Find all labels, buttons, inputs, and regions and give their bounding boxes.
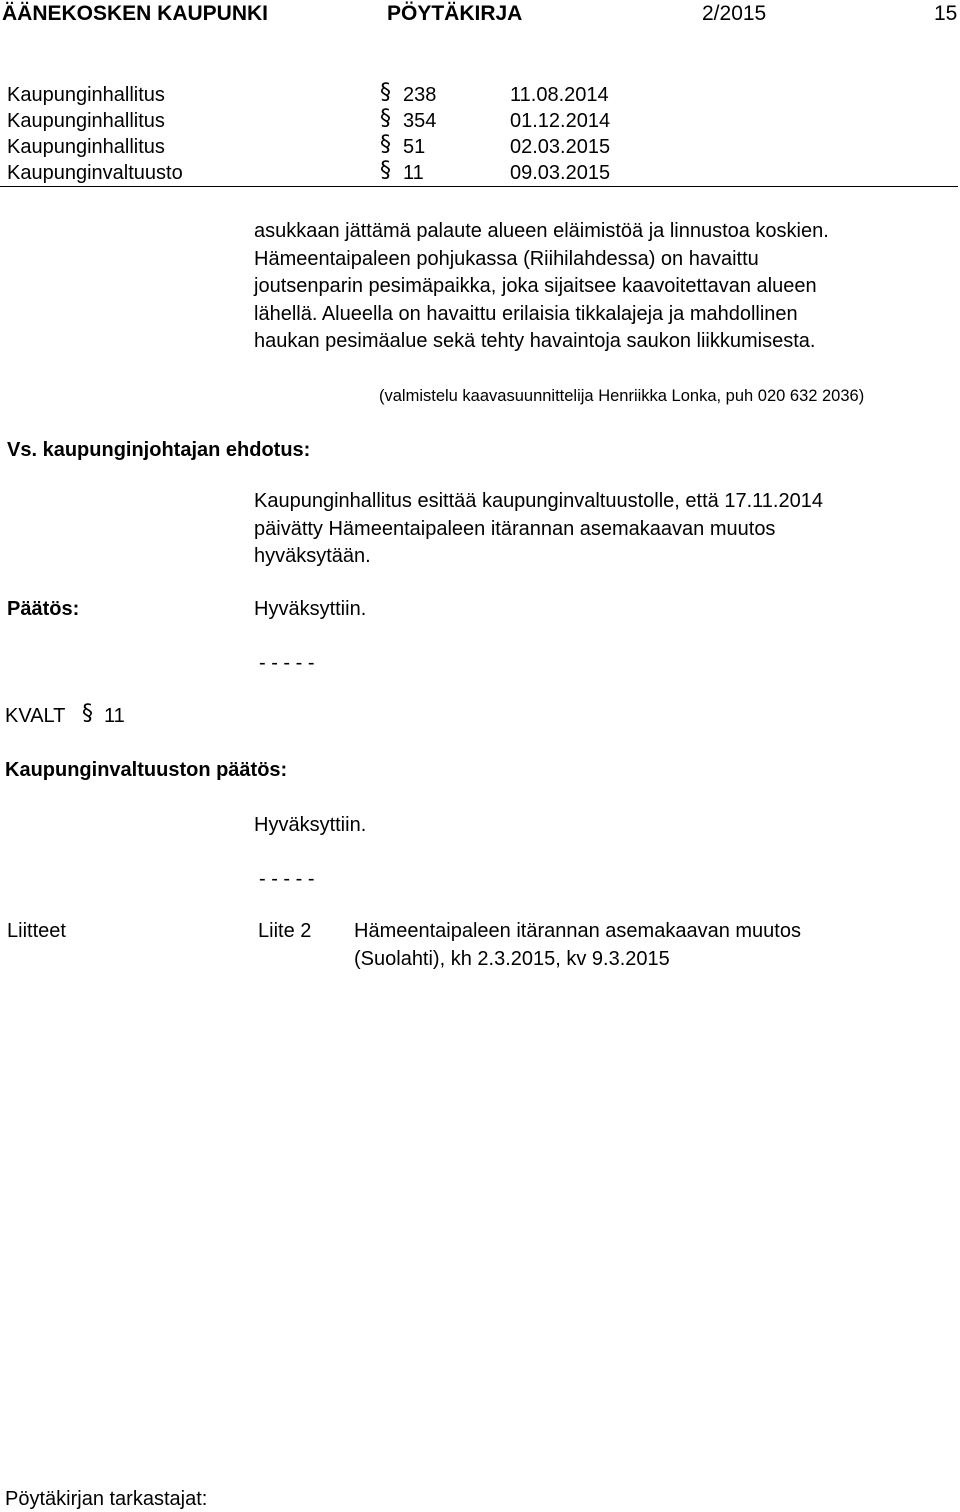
decision-text: Hyväksyttiin. xyxy=(254,598,367,620)
attachment-line: (Suolahti), kh 2.3.2015, kv 9.3.2015 xyxy=(354,947,670,970)
attachments-label: Liitteet xyxy=(7,920,66,942)
proposal-line: päivätty Hämeentaipaleen itärannan asemakaavan muutos xyxy=(254,517,776,540)
document-number: 2/2015 xyxy=(702,2,767,25)
history-section: 51 xyxy=(403,136,426,158)
council-decision-label: Kaupunginvaltuuston päätös: xyxy=(5,759,288,781)
proposal-text xyxy=(254,488,823,571)
body-line: Hämeentaipaleen pohjukassa (Riihilahdessa) on havaittu xyxy=(254,247,759,270)
council-decision-separator: - - - - - xyxy=(259,868,315,890)
proposal-line: hyväksytään. xyxy=(254,545,371,567)
kvalt-label: KVALT xyxy=(5,705,66,727)
history-date: 01.12.2014 xyxy=(510,110,611,132)
reviewers-label: Pöytäkirjan tarkastajat: xyxy=(5,1488,208,1510)
history-date: 09.03.2015 xyxy=(510,162,611,184)
decision-label: Päätös: xyxy=(7,598,80,620)
proposal-label: Vs. kaupunginjohtajan ehdotus: xyxy=(7,439,311,461)
history-body: Kaupunginhallitus xyxy=(7,136,165,158)
section-symbol-icon: § xyxy=(380,80,391,105)
history-body: Kaupunginvaltuusto xyxy=(7,162,183,184)
history-body: Kaupunginhallitus xyxy=(7,84,165,106)
body-line: haukan pesimäalue sekä tehty havaintoja saukon liikkumisesta. xyxy=(254,330,816,352)
history-date: 11.08.2014 xyxy=(510,84,609,106)
section-symbol-icon: § xyxy=(380,132,391,157)
preparation-note: (valmistelu kaavasuunnittelija Henriikka Lonka, puh 020 632 2036) xyxy=(379,387,865,405)
decision-separator: - - - - - xyxy=(259,652,315,674)
section-symbol-icon: § xyxy=(380,158,391,183)
section-symbol-icon: § xyxy=(380,106,391,131)
body-line: lähellä. Alueella on havaittu erilaisia tikkalajeja ja mahdollinen xyxy=(254,302,798,325)
history-section: 238 xyxy=(403,84,437,106)
history-body: Kaupunginhallitus xyxy=(7,110,165,132)
history-section: 354 xyxy=(403,110,437,132)
attachment-item-label: Liite 2 xyxy=(258,920,312,942)
body-line: joutsenparin pesimäpaikka, joka sijaitsee kaavoitettavan alueen xyxy=(254,275,817,297)
proposal-line: Kaupunginhallitus esittää kaupunginvaltuustolle, että 17.11.2014 xyxy=(254,490,823,512)
history-date: 02.03.2015 xyxy=(510,136,611,158)
body-paragraph xyxy=(254,218,829,356)
attachment-description xyxy=(354,918,801,973)
kvalt-number: 11 xyxy=(104,705,125,727)
page-number: 15 xyxy=(934,2,958,25)
attachment-line: Hämeentaipaleen itärannan asemakaavan muutos xyxy=(354,920,801,942)
history-section: 11 xyxy=(403,162,424,184)
document-type: PÖYTÄKIRJA xyxy=(387,2,523,25)
municipality-name: ÄÄNEKOSKEN KAUPUNKI xyxy=(2,2,269,25)
header-divider xyxy=(0,186,958,187)
council-decision-text: Hyväksyttiin. xyxy=(254,814,367,836)
section-symbol-icon: § xyxy=(82,701,93,726)
body-line: asukkaan jättämä palaute alueen eläimistöä ja linnustoa koskien. xyxy=(254,220,829,242)
